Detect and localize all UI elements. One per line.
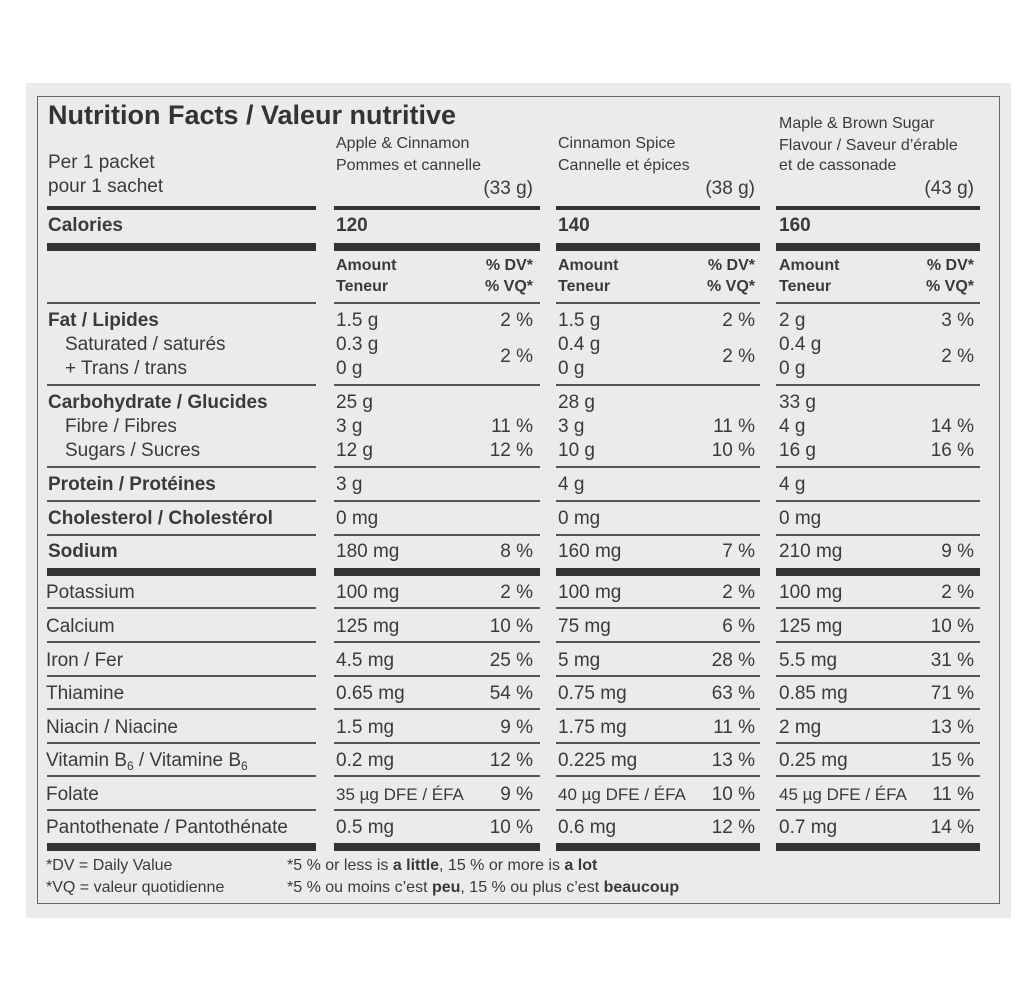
- protein-value: 4 g: [558, 474, 585, 495]
- calories-value: 120: [336, 215, 368, 236]
- pantothenate-value: 0.6 mg: [558, 817, 617, 838]
- saturated-value: 0.4 g: [779, 334, 822, 355]
- pantothenate-value: 0.7 mg: [779, 817, 838, 838]
- fibre-value: 4 g: [779, 416, 806, 437]
- vitb6-label: Vitamin $B_6$ / Vitamine $B_6$: [46, 750, 248, 773]
- fibre-dv: 11 %: [491, 416, 533, 437]
- trans-label: + Trans / trans: [65, 358, 187, 379]
- row-divider: [47, 708, 316, 710]
- row-divider: [47, 243, 316, 251]
- niacin-value: 2 mg: [779, 717, 822, 738]
- cholesterol-value: 0 mg: [779, 508, 822, 529]
- product-name-fr: Pommes et cannelle: [336, 157, 481, 174]
- serving-size-fr: pour 1 sachet: [48, 176, 164, 197]
- row-divider: [776, 466, 980, 468]
- sat-trans-dv: 2 %: [722, 346, 755, 367]
- niacin-value: 1.5 mg: [336, 717, 395, 738]
- potassium-dv: 2 %: [722, 582, 755, 603]
- row-divider: [47, 206, 316, 210]
- thiamine-dv: 71 %: [930, 683, 974, 704]
- folate-value: 40 µg DFE / ÉFA: [558, 785, 686, 804]
- row-divider: [556, 775, 760, 777]
- row-divider: [776, 675, 980, 677]
- teneur-header: Teneur: [779, 278, 832, 295]
- row-divider: [776, 384, 980, 386]
- iron-value: 4.5 mg: [336, 650, 395, 671]
- vitb6-value: 0.225 mg: [558, 750, 638, 771]
- fibre-value: 3 g: [336, 416, 363, 437]
- sugars-value: 16 g: [779, 440, 816, 461]
- product-weight: (38 g): [705, 178, 755, 199]
- niacin-label: Niacin / Niacine: [46, 717, 178, 738]
- row-divider: [556, 641, 760, 643]
- product-name-fr: Flavour / Saveur d’érable: [779, 137, 958, 154]
- row-divider: [776, 843, 980, 851]
- pantothenate-dv: 10 %: [489, 817, 533, 838]
- trans-value: 0 g: [558, 358, 585, 379]
- row-divider: [556, 500, 760, 502]
- row-divider: [47, 302, 316, 304]
- row-divider: [47, 843, 316, 851]
- sugars-dv: 16 %: [930, 440, 974, 461]
- row-divider: [556, 607, 760, 609]
- footnote-dv: *DV = Daily Value: [46, 857, 173, 874]
- row-divider: [776, 809, 980, 811]
- vq-header: % VQ*: [925, 278, 974, 295]
- fat-dv: 2 %: [722, 310, 755, 331]
- fat-label: Fat / Lipides: [48, 310, 159, 331]
- vitb6-dv: 13 %: [711, 750, 755, 771]
- potassium-value: 100 mg: [779, 582, 843, 603]
- sugars-label: Sugars / Sucres: [65, 440, 201, 461]
- row-divider: [334, 742, 540, 744]
- folate-dv: 9 %: [500, 784, 533, 805]
- protein-label: Protein / Protéines: [48, 474, 216, 495]
- amount-header: Amount: [336, 257, 397, 274]
- folate-dv: 11 %: [932, 784, 974, 805]
- sat-trans-dv: 2 %: [941, 346, 974, 367]
- carb-value: 33 g: [779, 392, 816, 413]
- sodium-dv: 7 %: [722, 541, 755, 562]
- sat-trans-dv: 2 %: [500, 346, 533, 367]
- sugars-dv: 10 %: [711, 440, 755, 461]
- amount-header: Amount: [779, 257, 840, 274]
- niacin-dv: 11 %: [713, 717, 755, 738]
- row-divider: [776, 206, 980, 210]
- dv-header: % DV*: [485, 257, 533, 274]
- row-divider: [334, 384, 540, 386]
- row-divider: [47, 809, 316, 811]
- row-divider: [334, 675, 540, 677]
- cholesterol-value: 0 mg: [336, 508, 379, 529]
- fat-dv: 3 %: [941, 310, 974, 331]
- carb-value: 25 g: [336, 392, 373, 413]
- row-divider: [334, 641, 540, 643]
- calcium-value: 125 mg: [336, 616, 400, 637]
- fibre-value: 3 g: [558, 416, 585, 437]
- calcium-label: Calcium: [46, 616, 115, 637]
- row-divider: [556, 206, 760, 210]
- potassium-dv: 2 %: [500, 582, 533, 603]
- row-divider: [556, 843, 760, 851]
- row-divider: [776, 568, 980, 576]
- row-divider: [556, 384, 760, 386]
- sugars-value: 12 g: [336, 440, 373, 461]
- sugars-value: 10 g: [558, 440, 595, 461]
- row-divider: [334, 607, 540, 609]
- iron-dv: 28 %: [711, 650, 755, 671]
- iron-dv: 25 %: [489, 650, 533, 671]
- iron-value: 5.5 mg: [779, 650, 838, 671]
- vq-header: % VQ*: [484, 278, 533, 295]
- row-divider: [776, 534, 980, 536]
- protein-value: 4 g: [779, 474, 806, 495]
- row-divider: [47, 500, 316, 502]
- saturated-value: 0.3 g: [336, 334, 379, 355]
- teneur-header: Teneur: [336, 278, 389, 295]
- carb-label: Carbohydrate / Glucides: [48, 392, 268, 413]
- row-divider: [47, 675, 316, 677]
- row-divider: [556, 708, 760, 710]
- label-title: Nutrition Facts / Valeur nutritive: [48, 100, 457, 130]
- row-divider: [776, 243, 980, 251]
- vq-header: % VQ*: [706, 278, 755, 295]
- row-divider: [47, 775, 316, 777]
- dv-header: % DV*: [707, 257, 755, 274]
- product-name-fr-2: et de cassonade: [779, 157, 897, 174]
- fibre-dv: 14 %: [930, 416, 974, 437]
- iron-dv: 31 %: [930, 650, 974, 671]
- row-divider: [556, 742, 760, 744]
- niacin-dv: 13 %: [930, 717, 974, 738]
- fat-value: 1.5 g: [558, 310, 601, 331]
- thiamine-dv: 54 %: [489, 683, 533, 704]
- cholesterol-label: Cholesterol / Cholestérol: [48, 508, 273, 529]
- row-divider: [776, 708, 980, 710]
- niacin-dv: 9 %: [500, 717, 533, 738]
- thiamine-value: 0.75 mg: [558, 683, 627, 704]
- niacin-value: 1.75 mg: [558, 717, 627, 738]
- vitb6-value: 0.25 mg: [779, 750, 848, 771]
- iron-value: 5 mg: [558, 650, 601, 671]
- footnote-french: *5 % ou moins c’est peu, 15 % ou plus c’est beaucoup: [287, 879, 680, 896]
- row-divider: [334, 568, 540, 576]
- row-divider: [47, 607, 316, 609]
- potassium-value: 100 mg: [336, 582, 400, 603]
- saturated-label: Saturated / saturés: [65, 334, 226, 355]
- row-divider: [47, 384, 316, 386]
- row-divider: [556, 302, 760, 304]
- carb-value: 28 g: [558, 392, 595, 413]
- protein-value: 3 g: [336, 474, 363, 495]
- serving-size-en: Per 1 packet: [48, 152, 155, 173]
- row-divider: [334, 243, 540, 251]
- vitb6-dv: 12 %: [489, 750, 533, 771]
- row-divider: [47, 641, 316, 643]
- row-divider: [334, 809, 540, 811]
- row-divider: [334, 843, 540, 851]
- row-divider: [776, 500, 980, 502]
- dv-header: % DV*: [926, 257, 974, 274]
- potassium-dv: 2 %: [941, 582, 974, 603]
- row-divider: [334, 775, 540, 777]
- calcium-value: 125 mg: [779, 616, 843, 637]
- vitb6-value: 0.2 mg: [336, 750, 395, 771]
- product-name-fr: Cannelle et épices: [558, 157, 690, 174]
- row-divider: [334, 466, 540, 468]
- folate-label: Folate: [46, 784, 99, 805]
- calories-value: 140: [558, 215, 590, 236]
- product-name-en: Maple & Brown Sugar: [779, 115, 935, 132]
- row-divider: [556, 809, 760, 811]
- folate-value: 45 µg DFE / ÉFA: [779, 785, 907, 804]
- pantothenate-dv: 14 %: [930, 817, 974, 838]
- fat-dv: 2 %: [500, 310, 533, 331]
- calcium-dv: 10 %: [489, 616, 533, 637]
- product-weight: (43 g): [924, 178, 974, 199]
- sodium-label: Sodium: [48, 541, 118, 562]
- row-divider: [776, 775, 980, 777]
- fat-value: 1.5 g: [336, 310, 379, 331]
- folate-value: 35 µg DFE / ÉFA: [336, 785, 464, 804]
- sodium-value: 160 mg: [558, 541, 622, 562]
- sugars-dv: 12 %: [489, 440, 533, 461]
- row-divider: [556, 675, 760, 677]
- trans-value: 0 g: [779, 358, 806, 379]
- potassium-value: 100 mg: [558, 582, 622, 603]
- folate-dv: 10 %: [711, 784, 755, 805]
- product-name-en: Apple & Cinnamon: [336, 135, 470, 152]
- fibre-dv: 11 %: [713, 416, 755, 437]
- row-divider: [47, 568, 316, 576]
- row-divider: [776, 641, 980, 643]
- row-divider: [556, 568, 760, 576]
- sodium-value: 180 mg: [336, 541, 400, 562]
- row-divider: [334, 500, 540, 502]
- row-divider: [776, 607, 980, 609]
- fibre-label: Fibre / Fibres: [65, 416, 177, 437]
- sodium-dv: 9 %: [941, 541, 974, 562]
- thiamine-dv: 63 %: [711, 683, 755, 704]
- row-divider: [334, 206, 540, 210]
- row-divider: [334, 302, 540, 304]
- row-divider: [776, 742, 980, 744]
- saturated-value: 0.4 g: [558, 334, 601, 355]
- sodium-dv: 8 %: [500, 541, 533, 562]
- fat-value: 2 g: [779, 310, 806, 331]
- pantothenate-value: 0.5 mg: [336, 817, 395, 838]
- footnote-vq: *VQ = valeur quotidienne: [46, 879, 225, 896]
- row-divider: [556, 466, 760, 468]
- pantothenate-dv: 12 %: [711, 817, 755, 838]
- footnote-english: *5 % or less is a little, 15 % or more is a lot: [287, 857, 598, 874]
- amount-header: Amount: [558, 257, 619, 274]
- thiamine-value: 0.85 mg: [779, 683, 848, 704]
- row-divider: [556, 243, 760, 251]
- calories-value: 160: [779, 215, 811, 236]
- vitb6-dv: 15 %: [930, 750, 974, 771]
- row-divider: [776, 302, 980, 304]
- sodium-value: 210 mg: [779, 541, 843, 562]
- product-weight: (33 g): [483, 178, 533, 199]
- row-divider: [47, 466, 316, 468]
- potassium-label: Potassium: [46, 582, 135, 603]
- row-divider: [334, 534, 540, 536]
- calories-label: Calories: [48, 215, 123, 236]
- cholesterol-value: 0 mg: [558, 508, 601, 529]
- calcium-value: 75 mg: [558, 616, 611, 637]
- calcium-dv: 6 %: [722, 616, 755, 637]
- iron-label: Iron / Fer: [46, 650, 124, 671]
- thiamine-value: 0.65 mg: [336, 683, 405, 704]
- row-divider: [47, 534, 316, 536]
- teneur-header: Teneur: [558, 278, 611, 295]
- trans-value: 0 g: [336, 358, 363, 379]
- thiamine-label: Thiamine: [46, 683, 125, 704]
- product-name-en: Cinnamon Spice: [558, 135, 676, 152]
- row-divider: [334, 708, 540, 710]
- calcium-dv: 10 %: [930, 616, 974, 637]
- pantothenate-label: Pantothenate / Pantothénate: [46, 817, 288, 838]
- row-divider: [556, 534, 760, 536]
- row-divider: [47, 742, 316, 744]
